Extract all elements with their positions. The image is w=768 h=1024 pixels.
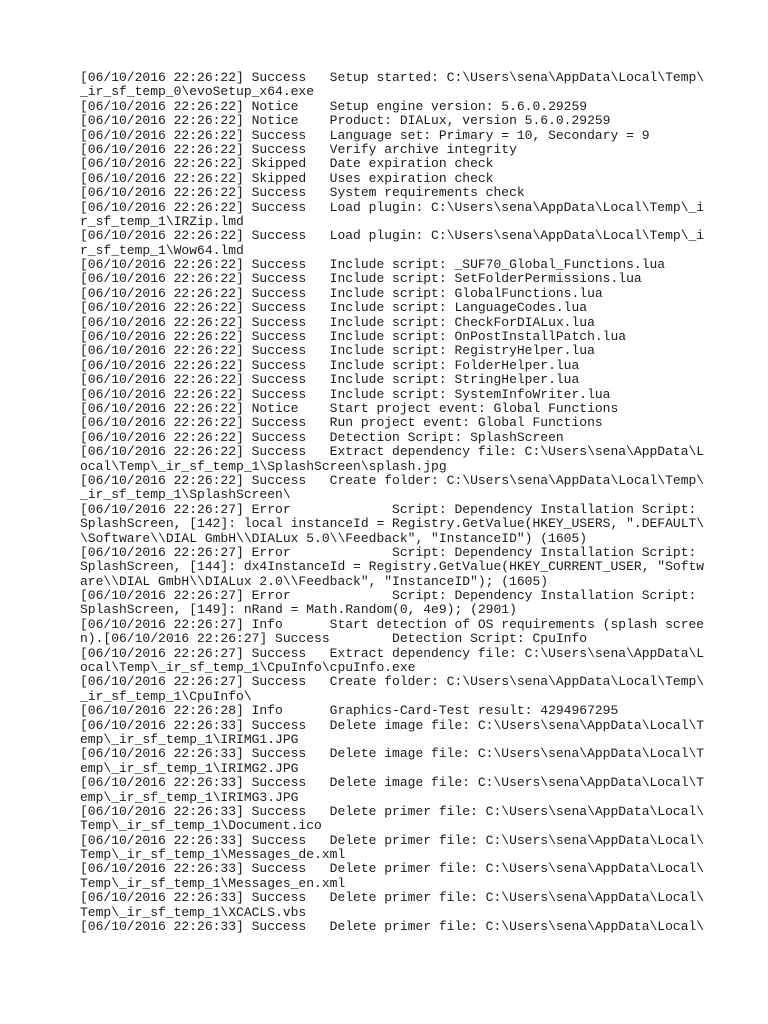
log-line: are\\DIAL GmbH\\DIALux 2.0\\Feedback", "InstanceID"); (1605): [80, 573, 549, 589]
log-line: \Software\\DIAL GmbH\\DIALux 5.0\\Feedback", "InstanceID") (1605): [80, 530, 588, 546]
log-line: emp\_ir_sf_temp_1\IRIMG3.JPG: [80, 789, 299, 805]
log-line: [06/10/2016 22:26:22] Success Create folder: C:\Users\sena\AppData\Local\Temp\: [80, 472, 705, 488]
log-line: [06/10/2016 22:26:22] Success Include script: _SUF70_Global_Functions.lua: [80, 257, 666, 273]
log-document: [80, 71, 710, 934]
log-line: ocal\Temp\_ir_sf_temp_1\SplashScreen\splash.jpg: [80, 458, 447, 474]
log-line: [06/10/2016 22:26:22] Success Language set: Primary = 10, Secondary = 9: [80, 127, 650, 143]
log-line: [06/10/2016 22:26:22] Success Include script: FolderHelper.lua: [80, 357, 580, 373]
log-line: emp\_ir_sf_temp_1\IRIMG1.JPG: [80, 731, 299, 747]
log-line: emp\_ir_sf_temp_1\IRIMG2.JPG: [80, 760, 299, 776]
log-line: [06/10/2016 22:26:22] Success Extract dependency file: C:\Users\sena\AppData\L: [80, 444, 705, 460]
log-line: [06/10/2016 22:26:22] Success Verify archive integrity: [80, 141, 517, 157]
log-line: [06/10/2016 22:26:22] Success Load plugin: C:\Users\sena\AppData\Local\Temp\_i: [80, 199, 705, 215]
log-line: [06/10/2016 22:26:27] Error Script: Dependency Installation Script:: [80, 501, 697, 517]
log-line: [06/10/2016 22:26:22] Notice Product: DIALux, version 5.6.0.29259: [80, 113, 611, 129]
log-line: [06/10/2016 22:26:22] Success Load plugin: C:\Users\sena\AppData\Local\Temp\_i: [80, 228, 705, 244]
log-line: r_sf_temp_1\IRZip.lmd: [80, 213, 244, 229]
log-line: _ir_sf_temp_1\SplashScreen\: [80, 487, 291, 503]
log-line: [06/10/2016 22:26:22] Success Include script: LanguageCodes.lua: [80, 300, 588, 316]
log-line: Temp\_ir_sf_temp_1\Messages_en.xml: [80, 875, 346, 891]
log-line: [06/10/2016 22:26:22] Skipped Uses expiration check: [80, 170, 494, 186]
log-line: [06/10/2016 22:26:27] Success Create folder: C:\Users\sena\AppData\Local\Temp\: [80, 674, 705, 690]
log-line: [06/10/2016 22:26:27] Success Extract dependency file: C:\Users\sena\AppData\L: [80, 645, 705, 661]
log-line: SplashScreen, [149]: nRand = Math.Random(0, 4e9); (2901): [80, 602, 517, 618]
log-line: [06/10/2016 22:26:33] Success Delete primer file: C:\Users\sena\AppData\Local\: [80, 919, 705, 935]
log-line: _ir_sf_temp_0\evoSetup_x64.exe: [80, 84, 315, 100]
log-line: [06/10/2016 22:26:28] Info Graphics-Card-Test result: 4294967295: [80, 703, 619, 719]
log-line: Temp\_ir_sf_temp_1\XCACLS.vbs: [80, 904, 307, 920]
log-line: [06/10/2016 22:26:33] Success Delete primer file: C:\Users\sena\AppData\Local\: [80, 890, 705, 906]
log-line: [06/10/2016 22:26:22] Success Include script: OnPostInstallPatch.lua: [80, 329, 627, 345]
log-line: [06/10/2016 22:26:22] Success Detection Script: SplashScreen: [80, 429, 564, 445]
log-line: [06/10/2016 22:26:22] Success Include script: SetFolderPermissions.lua: [80, 271, 642, 287]
log-line: _ir_sf_temp_1\CpuInfo\: [80, 688, 252, 704]
log-line: [06/10/2016 22:26:22] Success Include script: StringHelper.lua: [80, 372, 580, 388]
log-line: [06/10/2016 22:26:27] Info Start detection of OS requirements (splash scree: [80, 616, 705, 632]
log-line: [06/10/2016 22:26:33] Success Delete image file: C:\Users\sena\AppData\Local\T: [80, 717, 705, 733]
log-line: [06/10/2016 22:26:33] Success Delete primer file: C:\Users\sena\AppData\Local\: [80, 832, 705, 848]
log-line: Temp\_ir_sf_temp_1\Document.ico: [80, 818, 322, 834]
log-line: r_sf_temp_1\Wow64.lmd: [80, 242, 244, 258]
log-line: SplashScreen, [142]: local instanceId = Registry.GetValue(HKEY_USERS, ".DEFAULT\: [80, 516, 705, 532]
log-line: [06/10/2016 22:26:33] Success Delete image file: C:\Users\sena\AppData\Local\T: [80, 746, 705, 762]
log-line: [06/10/2016 22:26:33] Success Delete primer file: C:\Users\sena\AppData\Local\: [80, 861, 705, 877]
log-line: Temp\_ir_sf_temp_1\Messages_de.xml: [80, 847, 346, 863]
log-line: [06/10/2016 22:26:22] Notice Start project event: Global Functions: [80, 400, 619, 416]
log-line: [06/10/2016 22:26:22] Notice Setup engine version: 5.6.0.29259: [80, 98, 588, 114]
log-line: [06/10/2016 22:26:22] Success Setup started: C:\Users\sena\AppData\Local\Temp\: [80, 70, 705, 85]
log-line: [06/10/2016 22:26:22] Success Run project event: Global Functions: [80, 415, 603, 431]
log-line: n).[06/10/2016 22:26:27] Success Detection Script: CpuInfo: [80, 631, 588, 647]
log-line: [06/10/2016 22:26:22] Success Include script: RegistryHelper.lua: [80, 343, 595, 359]
log-line: SplashScreen, [144]: dx4InstanceId = Registry.GetValue(HKEY_CURRENT_USER, "Softw: [80, 559, 705, 575]
log-line: [06/10/2016 22:26:27] Error Script: Dependency Installation Script:: [80, 544, 697, 560]
log-line: [06/10/2016 22:26:22] Success Include script: CheckForDIALux.lua: [80, 314, 595, 330]
log-line: [06/10/2016 22:26:22] Success System requirements check: [80, 185, 525, 201]
log-line: [06/10/2016 22:26:22] Skipped Date expiration check: [80, 156, 494, 172]
log-line: [06/10/2016 22:26:27] Error Script: Dependency Installation Script:: [80, 588, 697, 604]
log-line: [06/10/2016 22:26:22] Success Include script: SystemInfoWriter.lua: [80, 386, 611, 402]
log-line: [06/10/2016 22:26:33] Success Delete image file: C:\Users\sena\AppData\Local\T: [80, 775, 705, 791]
log-line: [06/10/2016 22:26:33] Success Delete primer file: C:\Users\sena\AppData\Local\: [80, 803, 705, 819]
log-line: ocal\Temp\_ir_sf_temp_1\CpuInfo\cpuInfo.exe: [80, 660, 416, 676]
log-line: [06/10/2016 22:26:22] Success Include script: GlobalFunctions.lua: [80, 285, 603, 301]
